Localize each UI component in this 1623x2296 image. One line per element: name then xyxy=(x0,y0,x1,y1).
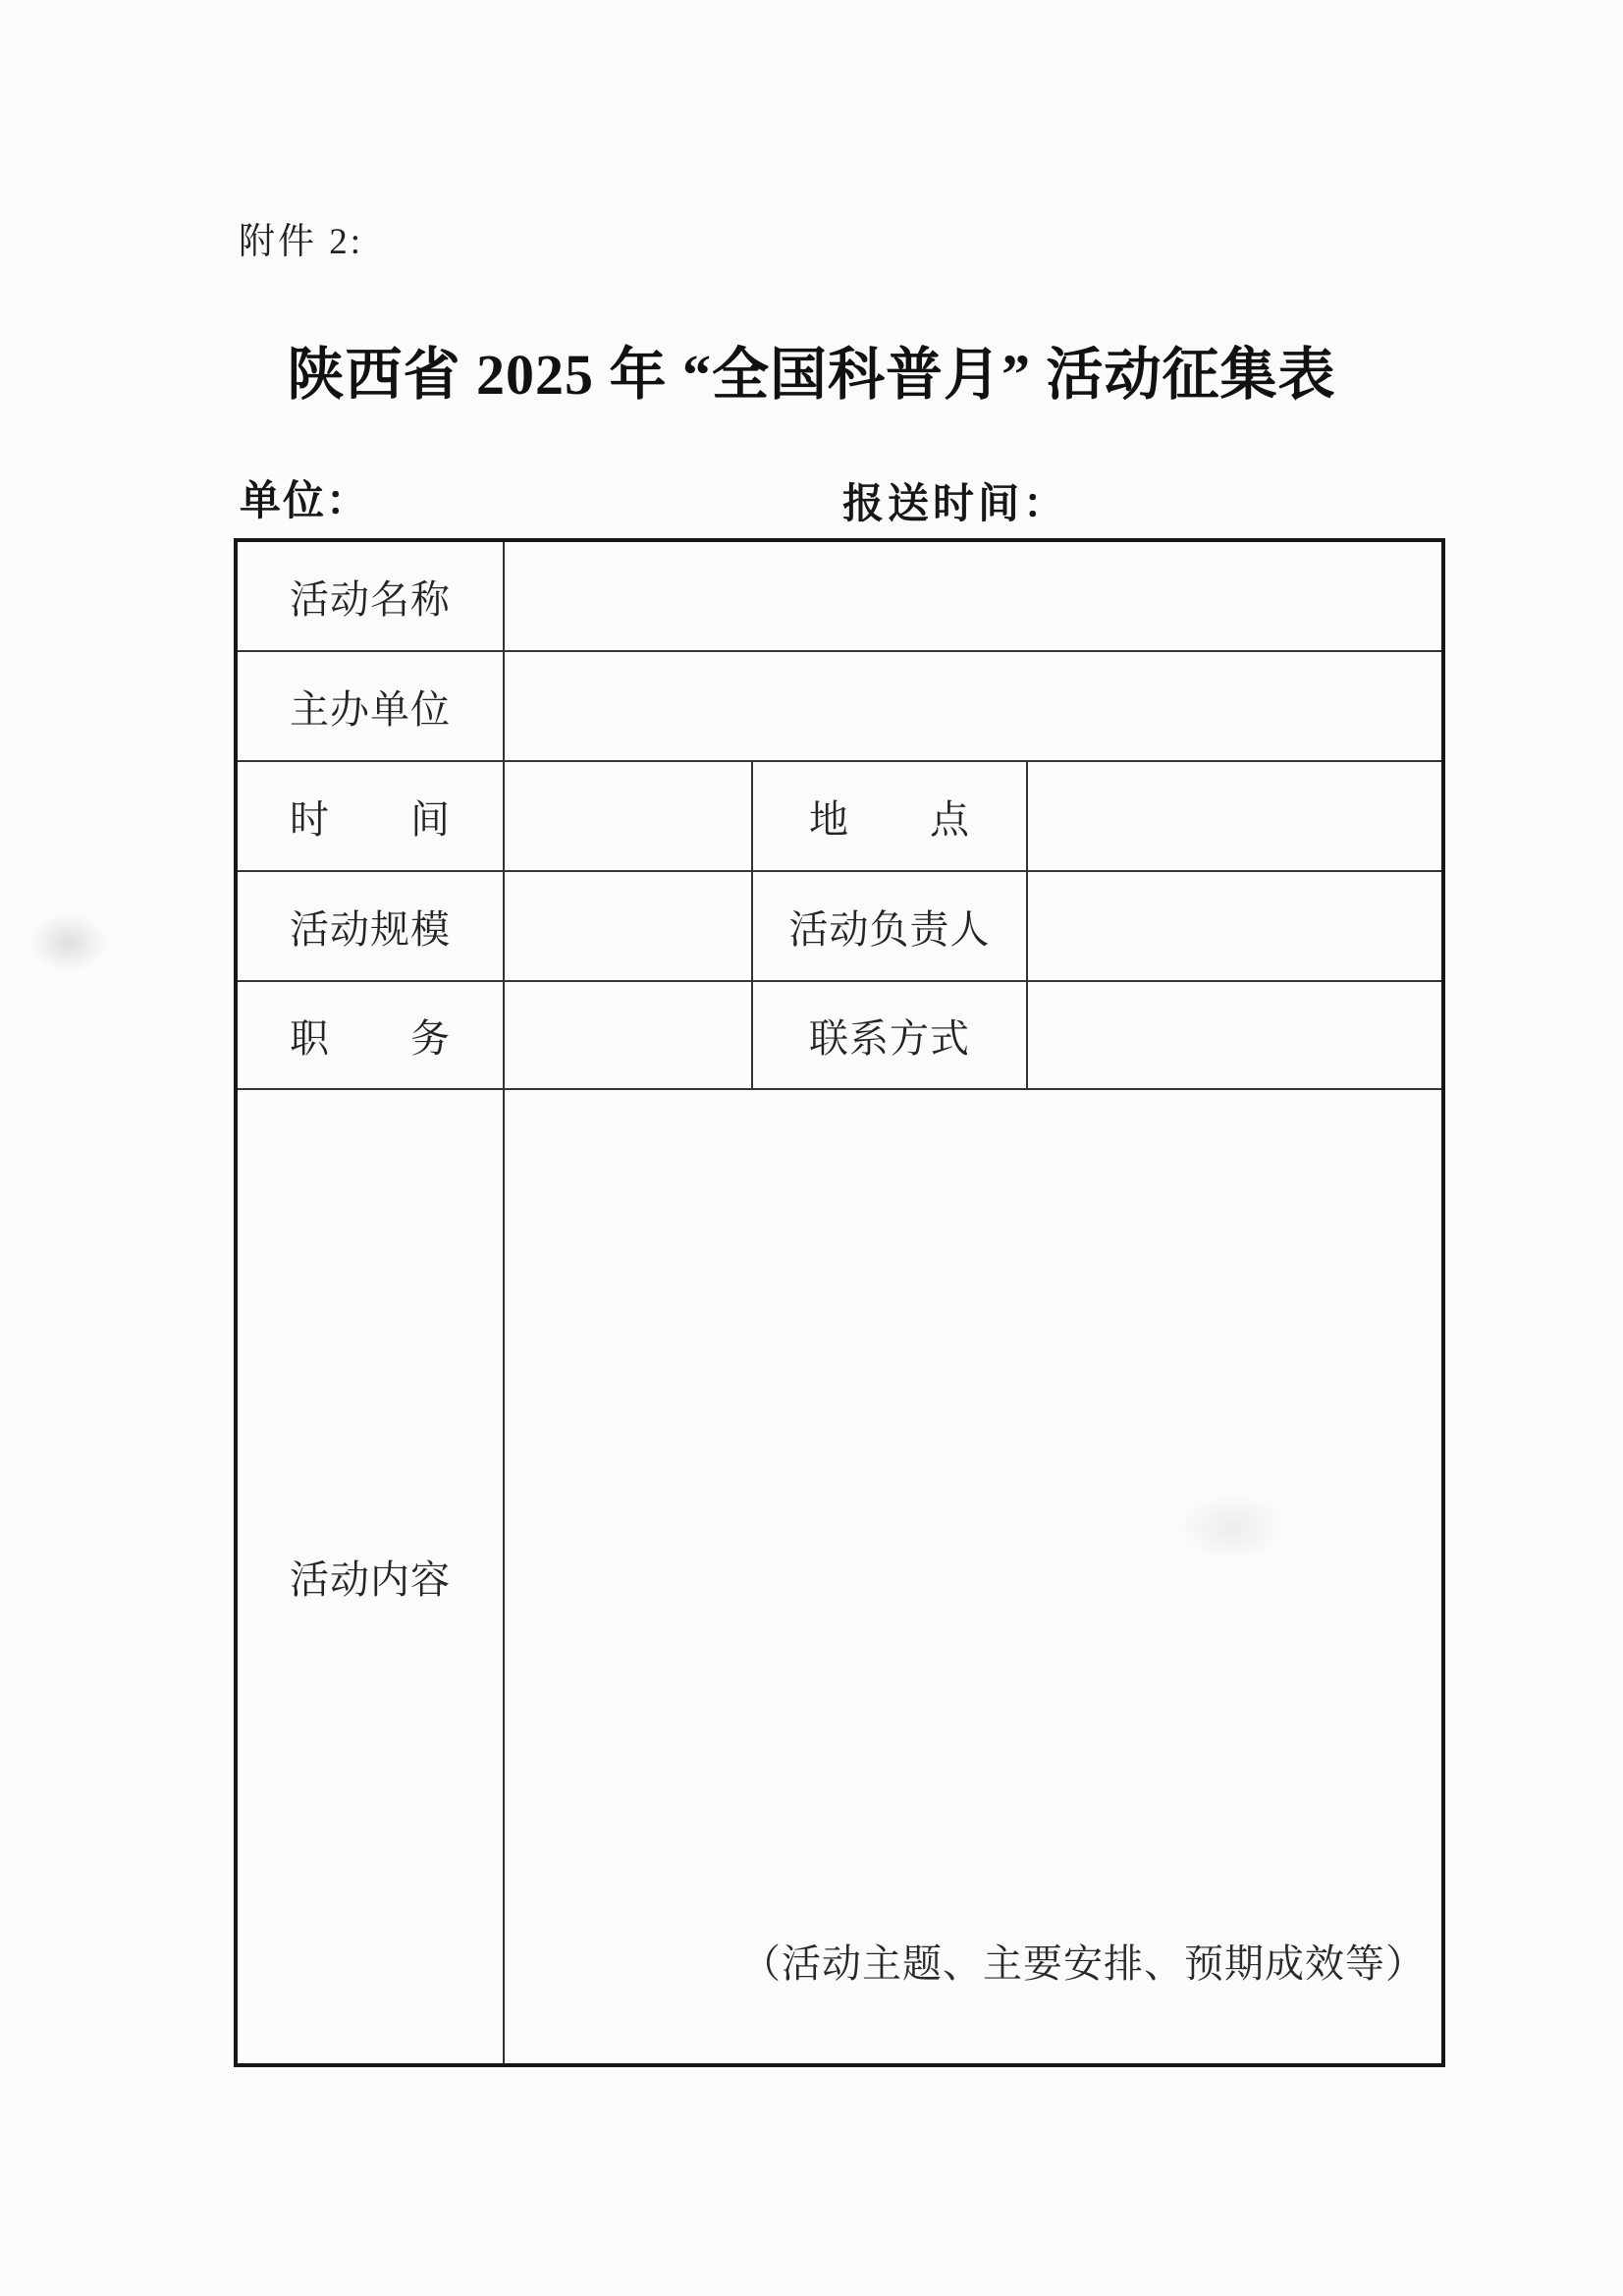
organizer-value-cell xyxy=(505,652,1441,762)
location-value-cell xyxy=(1028,762,1441,872)
activity-name-label-cell: 活动名称 xyxy=(238,542,505,652)
location-label-cell: 地 点 xyxy=(753,762,1028,872)
content-label-cell: 活动内容 xyxy=(238,1090,505,2063)
leader-label-cell: 活动负责人 xyxy=(753,872,1028,982)
form-title: 陕西省 2025 年 “全国科普月” 活动征集表 xyxy=(287,343,1336,407)
contact-value-cell xyxy=(1028,982,1441,1090)
activity-name-value-cell xyxy=(505,542,1441,652)
content-value-cell xyxy=(505,1090,1441,2063)
time-value-cell xyxy=(505,762,753,872)
scale-label-cell: 活动规模 xyxy=(238,872,505,982)
time-label-cell: 时 间 xyxy=(238,762,505,872)
position-value-cell xyxy=(505,982,753,1090)
scale-value-cell xyxy=(505,872,753,982)
attachment-label: 附件 2: xyxy=(239,222,364,262)
form-table xyxy=(234,538,1445,2067)
report-time-label: 报送时间： xyxy=(842,482,1069,527)
organizer-label-cell: 主办单位 xyxy=(238,652,505,762)
leader-value-cell xyxy=(1028,872,1441,982)
content-note: （活动主题、主要安排、预期成效等） xyxy=(741,1941,1426,1986)
contact-label-cell: 联系方式 xyxy=(753,982,1028,1090)
position-label-cell: 职 务 xyxy=(238,982,505,1090)
unit-label: 单位： xyxy=(240,479,370,524)
